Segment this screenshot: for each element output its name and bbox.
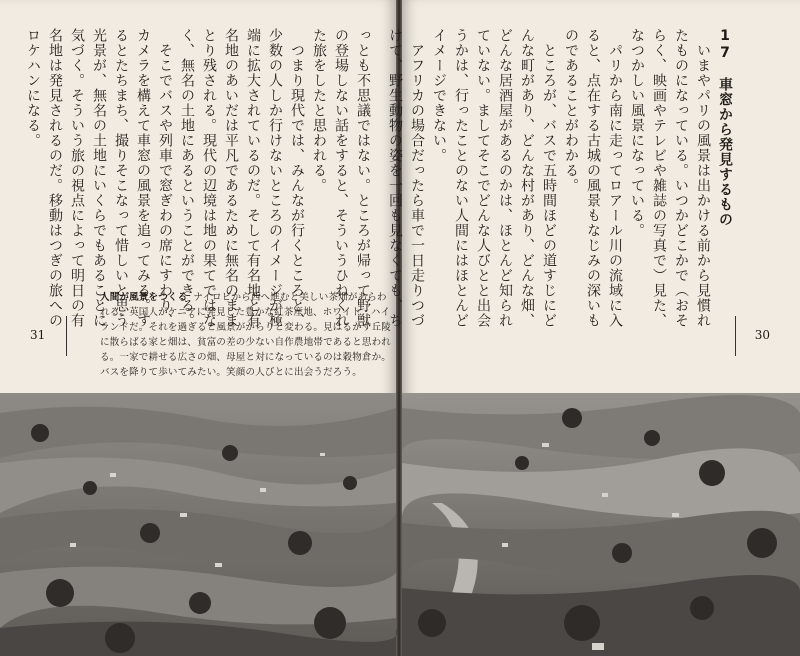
text-column: た旅をしたと思われる。 xyxy=(311,28,327,193)
left-page-body-text xyxy=(22,28,374,328)
landscape-photo-right xyxy=(402,393,800,656)
text-column: んな町があり、どんな村があり、どんな畑、 xyxy=(519,28,535,328)
text-column: っとも不思議ではない。ところが帰って野獣 xyxy=(355,28,371,328)
text-column: 名地は発見されるのだ。移動はつぎの旅への xyxy=(47,28,63,328)
page-number-rule xyxy=(66,316,67,356)
text-column: カメラを構えて車窓の風景を追ってみる。す xyxy=(135,28,151,328)
text-column: アフリカの場合だったら車で一日走りつづ xyxy=(409,28,425,328)
photo-image xyxy=(402,393,800,656)
text-column: るとたちまち、撮りそこなって惜しいと思う xyxy=(113,28,129,328)
page-number: 31 xyxy=(30,328,46,342)
text-column: どんな居酒屋があるのかは、ほとんど知られ xyxy=(497,28,513,328)
text-column: そこでバスや列車で窓ぎわの席にすわり、 xyxy=(157,28,173,328)
photo-image xyxy=(0,393,396,656)
section-heading: 17 車窓から発見するもの xyxy=(717,28,733,227)
text-column: なつかしい風景になっている。 xyxy=(629,28,645,238)
text-column: パリから南に走ってロアール川の流域に入 xyxy=(607,28,623,328)
text-column: 少数の人しか行けないところのイメージが極 xyxy=(267,28,283,328)
text-column: うかは、行ったことのない人間にはほとんど xyxy=(453,28,469,328)
photo-caption xyxy=(100,290,392,380)
text-column: のであることがわかる。 xyxy=(563,28,579,193)
text-column: 光景が、無名の土地にいくらでもあることに xyxy=(91,28,107,328)
page-number: 30 xyxy=(754,328,770,342)
text-column: いまやパリの風景は出かける前から見慣れ xyxy=(695,28,711,328)
text-column: ていない。ましてそこでどんな人びとと出会 xyxy=(475,28,491,328)
text-column: ると、点在する古城の風景もなじみの深いも xyxy=(585,28,601,328)
text-column: ところが、バスで五時間ほどの道すじにど xyxy=(541,28,557,328)
right-page xyxy=(387,0,800,656)
text-column: の登場しない話をすると、そういうひねくれ xyxy=(333,28,349,328)
text-column: たものになっている。いつかどこかで（おそ xyxy=(673,28,689,328)
text-column: けて、野生動物の姿を一回も見なくても、ち xyxy=(387,28,403,328)
page-number-rule xyxy=(735,316,736,356)
left-page xyxy=(0,0,396,656)
caption-text: ナイロビから西へ進むと美しい茶畑があらわれる。英国人がケニアに発見した豊かな紅茶産地、ホワイト・ハイランドだ。それを過ぎると風景ががらりと変わる。見はるかす丘陵に散らばる家と畑は、貧富の差の少ない自作農地帯であると思われる。一家で耕せる広さの畑、母屋と対になっているのは穀物倉か。バスを降りて歩いてみたい。笑顔の人びとに出会うだろう。 xyxy=(100,292,392,378)
text-column: ロケハンになる。 xyxy=(25,28,41,148)
text-column: 名地のあいだは平凡であるために無名のまま xyxy=(223,28,239,328)
text-column: く、無名の土地にあるということができる。 xyxy=(179,28,195,328)
text-column: つまり現代では、みんなが行くところと、 xyxy=(289,28,305,328)
right-page-body-text xyxy=(384,28,736,328)
text-column: らく、映画やテレビや雑誌の写真で）見た、 xyxy=(651,28,667,328)
text-column: 端に拡大されているのだ。そして有名地と有 xyxy=(245,28,261,328)
text-column: とり残される。現代の辺境は地の果てではな xyxy=(201,28,217,328)
text-column: イメージできない。 xyxy=(431,28,447,163)
text-column: 気づく。そういう旅の視点によって明日の有 xyxy=(69,28,85,328)
landscape-photo-left xyxy=(0,393,396,656)
caption-title: 人間が風景をつくる xyxy=(100,292,188,303)
